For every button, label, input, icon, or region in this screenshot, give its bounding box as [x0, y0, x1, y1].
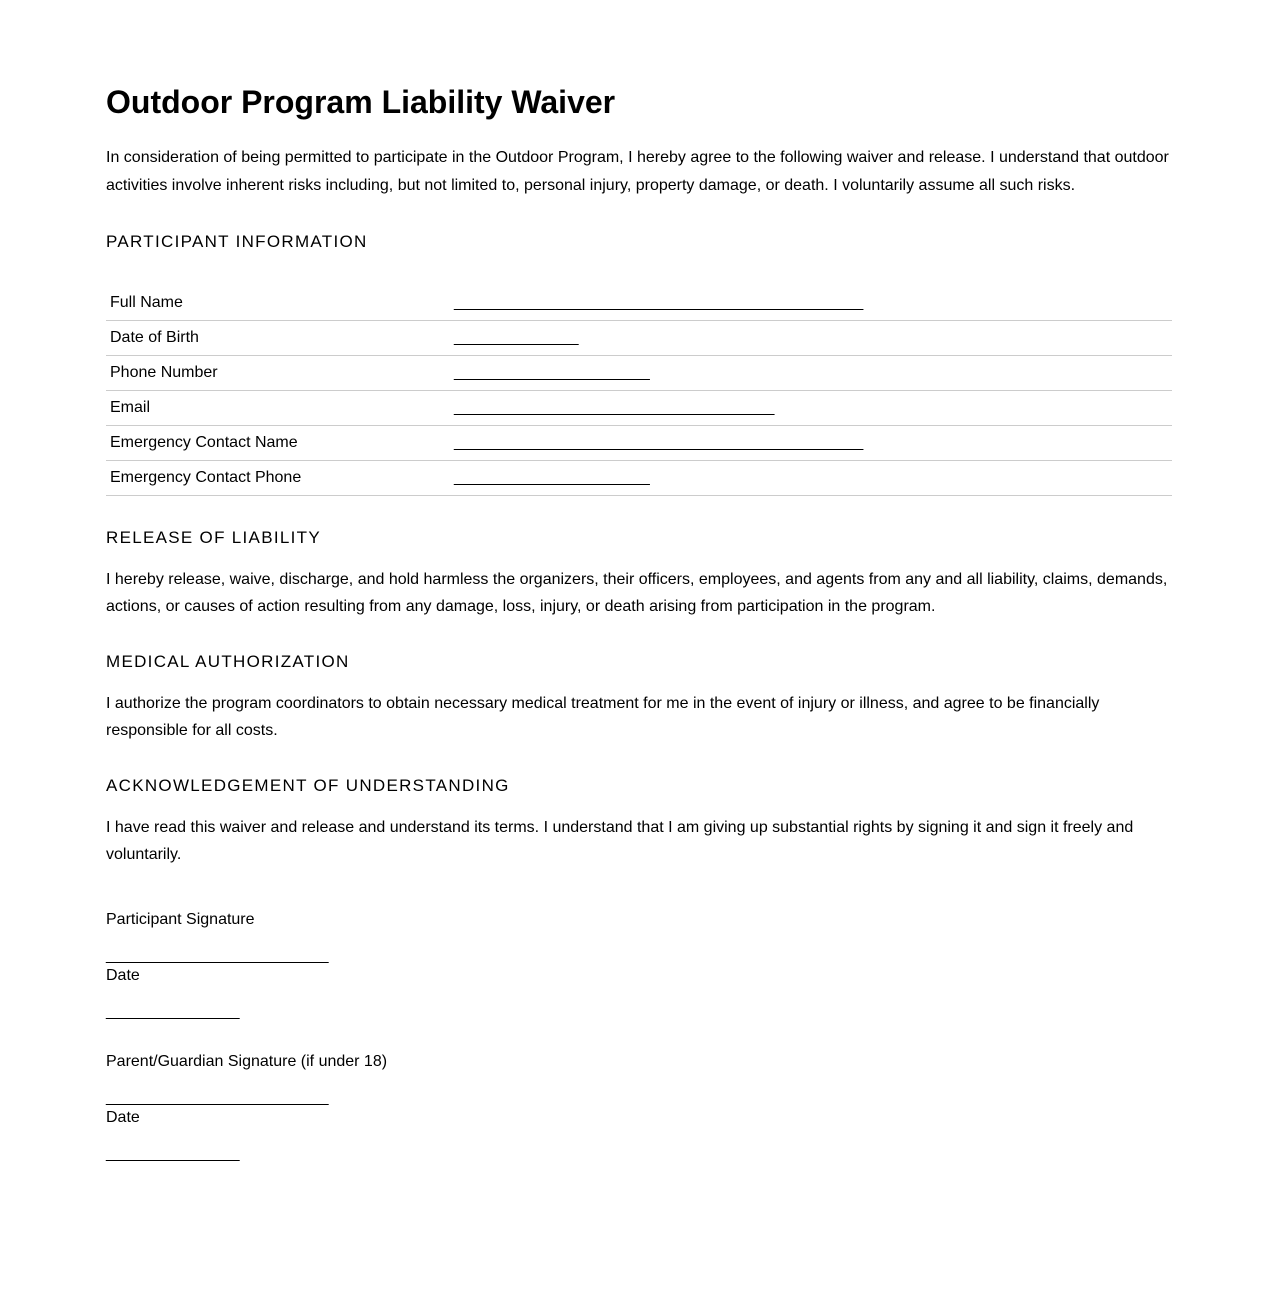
- guardian-signature-block: [106, 1052, 1172, 1164]
- guardian-date-line[interactable]: _______________: [106, 1145, 240, 1162]
- guardian-signature-label: Parent/Guardian Signature (if under 18): [106, 1053, 388, 1070]
- participant-signature-block: [106, 910, 1172, 1022]
- participant-date-label: Date: [106, 967, 140, 984]
- participant-date-line[interactable]: _______________: [106, 1003, 240, 1020]
- participant-signature-line[interactable]: _________________________: [106, 947, 329, 964]
- emergency-contact-name-blank-line[interactable]: ______________________________________________: [454, 434, 864, 451]
- section-heading-acknowledgement: ACKNOWLEDGEMENT OF UNDERSTANDING: [106, 776, 510, 795]
- phone-number-blank-line[interactable]: ______________________: [454, 364, 650, 381]
- date-of-birth-blank-line[interactable]: ______________: [454, 329, 579, 346]
- table-row-emergency-contact-name: [106, 426, 1172, 461]
- table-row-phone-number: [106, 356, 1172, 391]
- field-label: Emergency Contact Phone: [106, 461, 450, 496]
- field-label: Email: [106, 391, 450, 426]
- table-row-email: [106, 391, 1172, 426]
- emergency-contact-phone-blank-line[interactable]: ______________________: [454, 469, 650, 486]
- acknowledgement-paragraph: I have read this waiver and release and understand its terms. I understand that I am giving up substantial rights by signing it and sign it freely and voluntarily.: [106, 819, 1134, 863]
- participant-signature-label: Participant Signature: [106, 911, 255, 928]
- guardian-date-label: Date: [106, 1109, 140, 1126]
- full-name-blank-line[interactable]: ______________________________________________: [454, 294, 864, 311]
- release-paragraph: I hereby release, waive, discharge, and hold harmless the organizers, their officers, employees, and agents from any and all liability, claims, demands, actions, or causes of action resulting from any damage, loss, injury, or death arising from participation in the program.: [106, 571, 1168, 615]
- section-heading-release-of-liability: RELEASE OF LIABILITY: [106, 528, 321, 547]
- participant-info-table: [106, 286, 1172, 496]
- section-heading-medical-authorization: MEDICAL AUTHORIZATION: [106, 652, 350, 671]
- field-label: Date of Birth: [106, 321, 450, 356]
- table-row-full-name: [106, 286, 1172, 321]
- section-heading-participant-information: PARTICIPANT INFORMATION: [106, 232, 368, 251]
- table-row-date-of-birth: [106, 321, 1172, 356]
- field-label: Phone Number: [106, 356, 450, 391]
- page-title: Outdoor Program Liability Waiver: [106, 84, 616, 120]
- intro-paragraph: In consideration of being permitted to participate in the Outdoor Program, I hereby agree to the following waiver and release. I understand that outdoor activities involve inherent risks including, but not limited to, personal injury, property damage, or death. I voluntarily assume all such risks.: [106, 149, 1169, 194]
- email-blank-line[interactable]: ____________________________________: [454, 399, 775, 416]
- medical-paragraph: I authorize the program coordinators to obtain necessary medical treatment for me in the event of injury or illness, and agree to be financially responsible for all costs.: [106, 695, 1100, 739]
- guardian-signature-line[interactable]: _________________________: [106, 1089, 329, 1106]
- table-row-emergency-contact-phone: [106, 461, 1172, 496]
- field-label: Full Name: [106, 286, 450, 321]
- field-label: Emergency Contact Name: [106, 426, 450, 461]
